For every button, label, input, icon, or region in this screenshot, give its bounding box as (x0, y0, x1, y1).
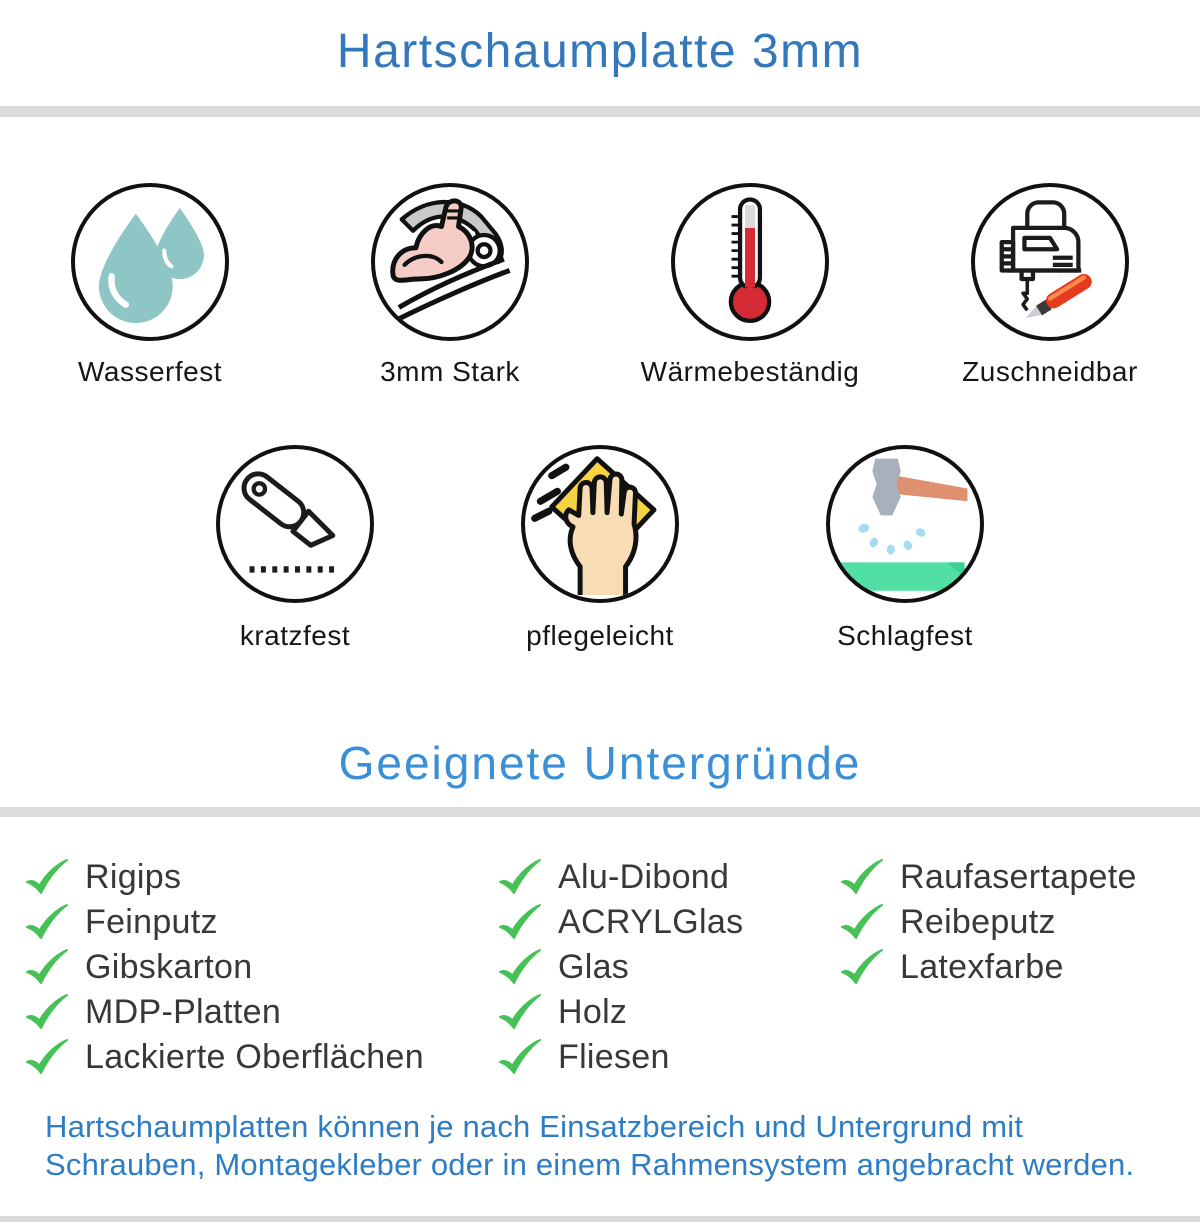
substrate-item (25, 990, 424, 1035)
substrates-column-3 (840, 855, 1137, 990)
mounting-note-line1: Hartschaumplatten können je nach Einsatzbereich und Untergrund mit (45, 1109, 1024, 1144)
checkmark-icon (498, 904, 542, 942)
checkmark-icon (840, 949, 884, 987)
muscle-arm-icon (379, 191, 521, 333)
cleaning-hand-icon (529, 453, 671, 595)
feature-kratzfest (143, 445, 448, 653)
substrate-label: Holz (558, 993, 628, 1031)
feature-circle (671, 183, 829, 341)
substrate-item (25, 855, 424, 900)
substrate-label: Gibskarton (85, 948, 253, 986)
feature-label: Wärmebeständig (640, 356, 860, 387)
feature-label: Schlagfest (837, 620, 973, 651)
substrates-column-2 (498, 855, 743, 1080)
feature-circle (971, 183, 1129, 341)
divider-top (0, 106, 1200, 117)
page-title: Hartschaumplatte 3mm (336, 25, 864, 78)
feature-circle (371, 183, 529, 341)
feature-row-2 (0, 445, 1200, 653)
checkmark-icon (840, 904, 884, 942)
feature-label: Wasserfest (78, 356, 222, 387)
jigsaw-icon (979, 191, 1121, 333)
substrate-item (498, 1035, 743, 1080)
substrate-item (498, 900, 743, 945)
substrate-item (840, 900, 1137, 945)
substrate-label: Fliesen (558, 1038, 670, 1076)
substrate-label: Alu-Dibond (558, 858, 730, 896)
checkmark-icon (840, 859, 884, 897)
substrate-label: Raufasertapete (900, 858, 1137, 896)
substrate-label: MDP-Platten (85, 993, 282, 1031)
substrate-label: Reibeputz (900, 903, 1056, 941)
feature-label: kratzfest (239, 620, 351, 651)
feature-circle (826, 445, 984, 603)
substrate-item (25, 1035, 424, 1080)
utility-knife-icon (224, 453, 366, 595)
feature-label: Zuschneidbar (962, 356, 1138, 387)
hammer-icon (834, 453, 976, 595)
checkmark-icon (25, 1039, 69, 1077)
substrate-item (498, 990, 743, 1035)
substrate-item (498, 945, 743, 990)
mounting-note (45, 1108, 1200, 1184)
substrate-label: ACRYLGlas (558, 903, 744, 941)
feature-zuschneidbar (900, 183, 1200, 389)
checkmark-icon (25, 994, 69, 1032)
substrate-item (25, 945, 424, 990)
checkmark-icon (25, 949, 69, 987)
substrate-label: Glas (558, 948, 630, 986)
feature-label: 3mm Stark (380, 356, 520, 387)
feature-label: pflegeleicht (526, 620, 674, 651)
feature-waermebestaendig (600, 183, 900, 389)
substrate-label: Lackierte Oberflächen (85, 1038, 424, 1076)
substrates-heading: Geeignete Untergründe (338, 737, 862, 789)
substrate-label: Feinputz (85, 903, 218, 941)
substrate-item (840, 855, 1137, 900)
substrates-column-1 (25, 855, 424, 1080)
checkmark-icon (498, 949, 542, 987)
substrate-item (25, 900, 424, 945)
substrate-label: Rigips (85, 858, 182, 896)
substrate-item (498, 855, 743, 900)
feature-wasserfest (0, 183, 300, 389)
substrates-checklist (0, 855, 1200, 1080)
checkmark-icon (498, 1039, 542, 1077)
substrate-label: Latexfarbe (900, 948, 1064, 986)
water-drops-icon (79, 191, 221, 333)
feature-circle (71, 183, 229, 341)
divider-bottom (0, 1216, 1200, 1222)
feature-3mm-stark (300, 183, 600, 389)
feature-circle (521, 445, 679, 603)
checkmark-icon (25, 904, 69, 942)
mounting-note-line2: Schrauben, Montagekleber oder in einem Rahmensystem angebracht werden. (45, 1147, 1135, 1182)
divider-middle (0, 807, 1200, 817)
feature-row-1 (0, 183, 1200, 389)
feature-pflegeleicht (448, 445, 753, 653)
substrate-item (840, 945, 1137, 990)
checkmark-icon (498, 994, 542, 1032)
feature-schlagfest (753, 445, 1058, 653)
thermometer-icon (679, 191, 821, 333)
checkmark-icon (498, 859, 542, 897)
checkmark-icon (25, 859, 69, 897)
feature-circle (216, 445, 374, 603)
